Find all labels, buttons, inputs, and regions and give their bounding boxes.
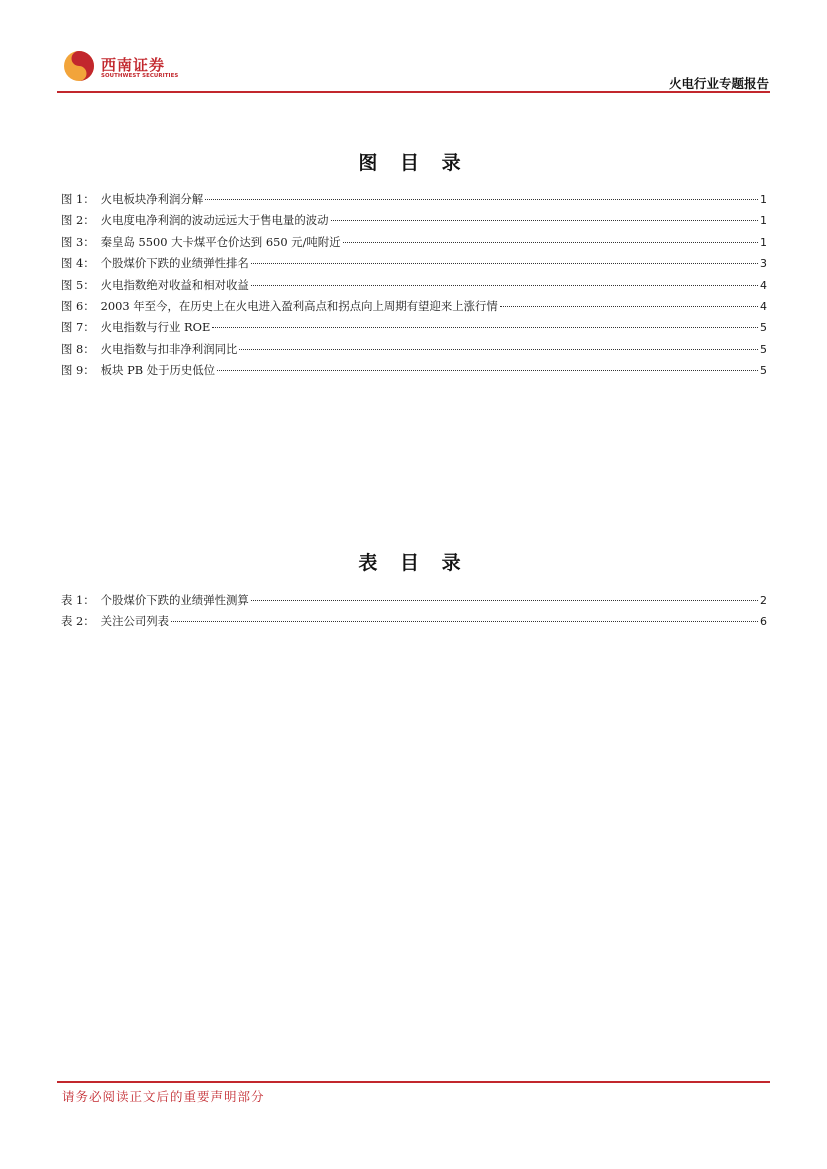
toc-dot-leader: [171, 621, 758, 622]
toc-entry-label: 表 2: [61, 614, 84, 629]
toc-entry-separator: ：: [83, 256, 95, 271]
toc-entry-title: 秦皇岛 5500 大卡煤平仓价达到 650 元/吨附近: [100, 234, 341, 249]
toc-entry[interactable]: [61, 319, 767, 340]
toc-entry-separator: ：: [83, 341, 95, 356]
toc-entry-label: 图 7: [61, 320, 84, 335]
toc-entry-title: 板块 PB 处于历史低位: [100, 363, 216, 378]
logo-english-name: SOUTHWEST SECURITIES: [101, 73, 179, 79]
footer-disclaimer: 请务必阅读正文后的重要声明部分: [62, 1089, 265, 1104]
toc-entry-page: 1: [760, 193, 767, 206]
toc-entry-label: 图 4: [61, 256, 84, 271]
toc-entry-label: 图 2: [61, 213, 84, 228]
toc-entry-title: 个股煤价下跌的业绩弹性测算: [100, 593, 249, 607]
toc-entry-separator: ：: [83, 614, 95, 629]
toc-entry-label: 图 3: [61, 234, 84, 249]
toc-dot-leader: [331, 220, 759, 221]
toc-entry-page: 2: [760, 594, 767, 607]
toc-entry-page: 6: [760, 615, 767, 629]
toc-entry-separator: ：: [83, 593, 95, 607]
toc-entry[interactable]: [61, 592, 767, 613]
report-title: 火电行业专题报告: [668, 76, 769, 91]
toc-entry-separator: ：: [83, 213, 95, 228]
toc-dot-leader: [205, 199, 758, 200]
toc-entry[interactable]: [61, 277, 767, 298]
toc-entry[interactable]: [61, 234, 767, 255]
toc-dot-leader: [500, 306, 758, 307]
toc-dot-leader: [251, 263, 758, 264]
toc-entry-title: 2003 年至今，在历史上在火电进入盈利高点和拐点向上周期有望迎来上涨行情: [100, 298, 498, 313]
toc-entry-title: 火电指数与行业 ROE: [100, 320, 211, 335]
toc-entry-label: 图 9: [61, 363, 84, 378]
toc-dot-leader: [343, 242, 758, 243]
toc-entry[interactable]: [61, 298, 767, 319]
toc-entry-title: 火电指数绝对收益和相对收益: [100, 277, 249, 292]
toc-entry-page: 1: [760, 214, 767, 228]
toc-entry-separator: ：: [83, 363, 95, 378]
toc-dot-leader: [217, 370, 758, 371]
toc-entry[interactable]: [61, 212, 767, 233]
toc-entry-title: 火电指数与扣非净利润同比: [100, 341, 238, 356]
toc-entry-title: 个股煤价下跌的业绩弹性排名: [100, 256, 249, 271]
toc-entry-label: 图 5: [61, 277, 84, 292]
header-divider: [57, 91, 770, 93]
toc-entry[interactable]: [61, 613, 767, 634]
toc-entry[interactable]: [61, 191, 767, 212]
toc-entry[interactable]: [61, 362, 767, 383]
toc-entry-separator: ：: [83, 234, 95, 249]
figures-toc-heading: 图 目 录: [358, 152, 469, 174]
toc-entry-label: 图 8: [61, 341, 84, 356]
toc-entry-separator: ：: [83, 298, 95, 313]
toc-entry-page: 5: [760, 342, 767, 356]
toc-dot-leader: [239, 349, 758, 350]
toc-entry-title: 关注公司列表: [100, 614, 170, 629]
logo-chinese-name: 西南证券: [101, 56, 166, 74]
toc-entry-page: 5: [760, 321, 767, 335]
figures-toc-list: [61, 191, 767, 384]
brand-logo: [63, 50, 179, 84]
toc-entry-title: 火电板块净利润分解: [100, 192, 204, 206]
toc-entry-label: 表 1: [61, 593, 84, 607]
toc-entry-page: 1: [760, 235, 767, 249]
tables-toc-list: [61, 592, 767, 635]
toc-entry-separator: ：: [83, 277, 95, 292]
toc-entry[interactable]: [61, 255, 767, 276]
toc-entry-title: 火电度电净利润的波动远远大于售电量的波动: [100, 213, 329, 228]
toc-entry-page: 5: [760, 364, 767, 378]
toc-entry-page: 3: [760, 257, 767, 271]
toc-entry-page: 4: [760, 299, 767, 313]
footer-divider: [57, 1081, 770, 1083]
southwest-securities-emblem-icon: [63, 50, 95, 82]
toc-entry-label: 图 6: [61, 298, 84, 313]
toc-entry-label: 图 1: [61, 192, 84, 206]
toc-dot-leader: [251, 600, 758, 601]
toc-entry-separator: ：: [83, 192, 95, 206]
tables-toc-heading: 表 目 录: [358, 552, 469, 574]
toc-entry-page: 4: [760, 278, 767, 292]
toc-entry-separator: ：: [83, 320, 95, 335]
toc-dot-leader: [212, 327, 758, 328]
toc-entry[interactable]: [61, 341, 767, 362]
toc-dot-leader: [251, 285, 758, 286]
